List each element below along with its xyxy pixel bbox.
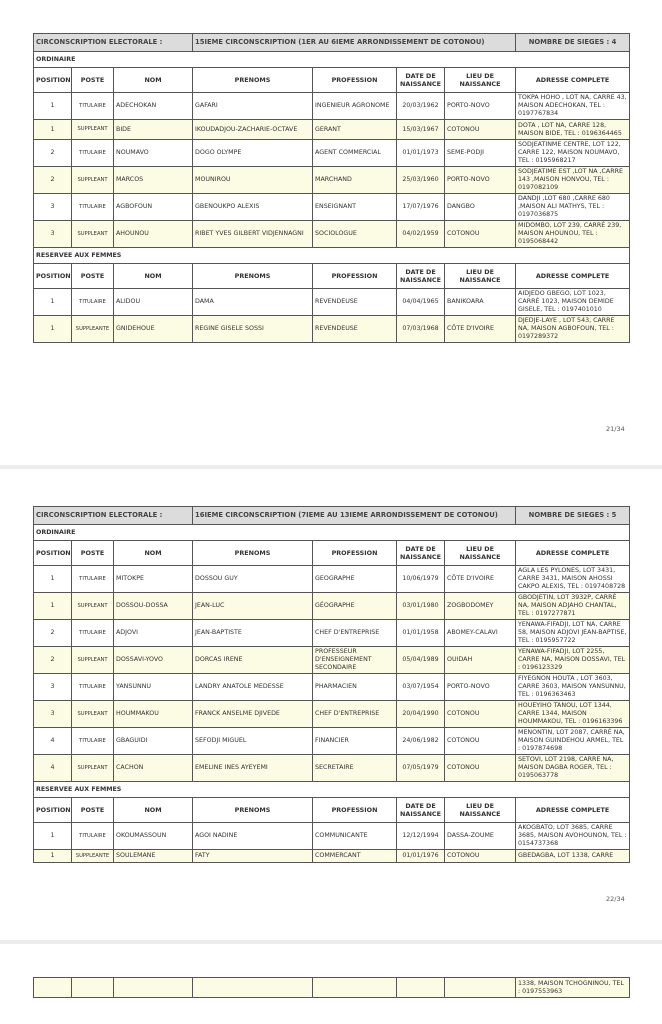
column-header-nom: NOM	[114, 264, 193, 289]
cell-adresse: GBEDAGBA, LOT 1338, CARRE	[516, 850, 630, 863]
column-header-profession: PROFESSION	[313, 264, 397, 289]
table-row	[34, 120, 630, 140]
cell-poste: SUPPLEANTE	[72, 850, 114, 863]
cell-lieu: ABOMEY-CALAVI	[445, 620, 516, 647]
cell-adresse: MENONTIN, LOT 2087, CARRÉ NA, MAISON GUINDEHOU ARMEL, TEL : 0197874698	[516, 728, 630, 755]
column-header-row	[34, 798, 630, 823]
table-row	[34, 221, 630, 248]
cell-profession: GERANT	[313, 120, 397, 140]
table-row	[34, 701, 630, 728]
cell-adresse: SODJEATIME EST ,LOT NA ,CARRE 143 ,MAISON HONVOU, TEL : 0197082109	[516, 167, 630, 194]
cell-date: 04/02/1959	[397, 221, 445, 248]
cell-profession: PHARMACIEN	[313, 674, 397, 701]
column-header-lieu: LIEU DE NAISSANCE	[445, 798, 516, 823]
cell-adresse: DANDJI ,LOT 680 ,CARRE 680 ,MAISON ALI MATHYS, TEL : 0197036875	[516, 194, 630, 221]
cell-adresse: FIYEGNON HOUTA , LOT 3603, CARRE 3603, MAISON YANSUNNU, TEL : 0196363463	[516, 674, 630, 701]
column-header-poste: POSTE	[72, 68, 114, 93]
cell-date: 17/07/1976	[397, 194, 445, 221]
cell-nom: AHOUNOU	[114, 221, 193, 248]
cell-nom: HOUMMAKOU	[114, 701, 193, 728]
cell-lieu: PORTO-NOVO	[445, 674, 516, 701]
column-header-row	[34, 264, 630, 289]
cell-prenoms: DOSSOU GUY	[193, 566, 313, 593]
cell-adresse: AIDJEDO GBEGO, LOT 1023, CARRÉ 1023, MAISON DEMIDE GISELE, TEL : 0197401010	[516, 289, 630, 316]
cell-profession	[313, 978, 397, 998]
cell-poste: TITULAIRE	[72, 93, 114, 120]
circonscription-label: CIRCONSCRIPTION ELECTORALE :	[34, 34, 193, 52]
cell-position: 1	[34, 120, 72, 140]
cell-lieu: BANIKOARA	[445, 289, 516, 316]
seats-count: NOMBRE DE SIEGES : 4	[516, 34, 630, 52]
cell-lieu: SEME-PODJI	[445, 140, 516, 167]
cell-nom: ALIDOU	[114, 289, 193, 316]
cell-lieu: COTONOU	[445, 728, 516, 755]
cell-date: 07/05/1979	[397, 755, 445, 782]
cell-profession: AGENT COMMERCIAL	[313, 140, 397, 167]
cell-lieu: COTONOU	[445, 120, 516, 140]
table-row	[34, 647, 630, 674]
circonscription-label: CIRCONSCRIPTION ELECTORALE :	[34, 507, 193, 525]
cell-poste: TITULAIRE	[72, 728, 114, 755]
cell-prenoms: REGINE GISELE SOSSI	[193, 316, 313, 343]
cell-date: 20/04/1990	[397, 701, 445, 728]
cell-date: 01/01/1973	[397, 140, 445, 167]
table-row	[34, 167, 630, 194]
section-label: RESERVEE AUX FEMMES	[34, 782, 630, 798]
column-header-prenoms: PRENOMS	[193, 541, 313, 566]
table-row	[34, 593, 630, 620]
cell-date: 04/04/1965	[397, 289, 445, 316]
cell-position: 2	[34, 647, 72, 674]
cell-profession: ENSEIGNANT	[313, 194, 397, 221]
cell-poste: TITULAIRE	[72, 566, 114, 593]
cell-nom	[114, 978, 193, 998]
cell-position: 2	[34, 167, 72, 194]
cell-prenoms: JEAN-LUC	[193, 593, 313, 620]
cell-nom: OKOUMASSOUN	[114, 823, 193, 850]
cell-poste: SUPPLEANT	[72, 593, 114, 620]
cell-adresse: 1338, MAISON TCHOGNINOU, TEL : 0197553963	[516, 978, 630, 998]
table-row	[34, 194, 630, 221]
table-row	[34, 850, 630, 863]
cell-date: 10/06/1979	[397, 566, 445, 593]
cell-adresse: MIDOMBO, LOT 239, CARRÉ 239, MAISON AHOUNOU, TEL : 0195068442	[516, 221, 630, 248]
cell-lieu: PORTO-NOVO	[445, 167, 516, 194]
cell-lieu	[445, 978, 516, 998]
cell-prenoms: AGOI NADINE	[193, 823, 313, 850]
column-header-profession: PROFESSION	[313, 68, 397, 93]
column-header-poste: POSTE	[72, 798, 114, 823]
cell-nom: MITOKPE	[114, 566, 193, 593]
cell-nom: DOSSAVI-YOVO	[114, 647, 193, 674]
cell-prenoms: SEFODJI MIGUEL	[193, 728, 313, 755]
column-header-position: POSITION	[34, 68, 72, 93]
cell-nom: SOULEMANE	[114, 850, 193, 863]
cell-nom: ADECHOKAN	[114, 93, 193, 120]
cell-poste: SUPPLEANT	[72, 755, 114, 782]
candidates-table-16th-circonscription	[33, 506, 630, 863]
cell-prenoms: GBENOUKPO ALEXIS	[193, 194, 313, 221]
cell-profession: REVENDEUSE	[313, 316, 397, 343]
column-header-poste: POSTE	[72, 264, 114, 289]
cell-lieu: COTONOU	[445, 850, 516, 863]
column-header-row	[34, 541, 630, 566]
cell-prenoms: FATY	[193, 850, 313, 863]
cell-adresse: AKOGBATO, LOT 3685, CARRE 3685, MAISON AVOHOUNON, TEL : 0154737368	[516, 823, 630, 850]
cell-adresse: HOUEYIHO TANOU, LOT 1344, CARRE 1344, MAISON HOUMMAKOU, TEL : 0196163396	[516, 701, 630, 728]
table-row	[34, 755, 630, 782]
section-reservee-femmes	[34, 248, 630, 264]
section-label: ORDINAIRE	[34, 52, 630, 68]
cell-poste: SUPPLEANTE	[72, 316, 114, 343]
cell-poste: SUPPLEANT	[72, 221, 114, 248]
cell-profession: CHEF D'ENTREPRISE	[313, 701, 397, 728]
column-header-lieu: LIEU DE NAISSANCE	[445, 68, 516, 93]
table-row	[34, 566, 630, 593]
cell-lieu: CÔTE D'IVOIRE	[445, 566, 516, 593]
cell-date: 05/04/1989	[397, 647, 445, 674]
cell-date: 03/07/1954	[397, 674, 445, 701]
cell-date: 15/03/1967	[397, 120, 445, 140]
column-header-date: DATE DE NAISSANCE	[397, 68, 445, 93]
column-header-nom: NOM	[114, 68, 193, 93]
cell-adresse: YENAWA-FIFADJI, LOT NA, CARRE 58, MAISON ADJOVI JEAN-BAPTISE, TEL : 0195957722	[516, 620, 630, 647]
column-header-date: DATE DE NAISSANCE	[397, 541, 445, 566]
cell-lieu: CÔTE D'IVOIRE	[445, 316, 516, 343]
cell-adresse: DOTA , LOT NA, CARRE 128, MAISON BIDE, TEL : 0196364465	[516, 120, 630, 140]
cell-lieu: OUIDAH	[445, 647, 516, 674]
table-row-continuation	[34, 978, 630, 998]
cell-adresse: YENAWA-FIFADJI, LOT 2255, CARRE NA, MAISON DOSSAVI, TEL : 0196123329	[516, 647, 630, 674]
cell-date: 01/01/1958	[397, 620, 445, 647]
cell-position: 3	[34, 674, 72, 701]
circonscription-header-row	[34, 507, 630, 525]
column-header-adresse: ADRESSE COMPLETE	[516, 541, 630, 566]
column-header-date: DATE DE NAISSANCE	[397, 798, 445, 823]
cell-poste: TITULAIRE	[72, 140, 114, 167]
cell-position	[34, 978, 72, 998]
table-row	[34, 728, 630, 755]
cell-position: 1	[34, 289, 72, 316]
cell-poste: SUPPLEANT	[72, 701, 114, 728]
cell-adresse: GBODJETIN, LOT 3932P, CARRÉ NA, MAISON ADJAHO CHANTAL, TEL : 0197277871	[516, 593, 630, 620]
cell-date: 12/12/1994	[397, 823, 445, 850]
cell-poste: SUPPLEANT	[72, 647, 114, 674]
column-header-prenoms: PRENOMS	[193, 68, 313, 93]
table-row	[34, 289, 630, 316]
cell-nom: GBAGUIDI	[114, 728, 193, 755]
page-separator	[0, 940, 662, 944]
cell-prenoms: DOGO OLYMPE	[193, 140, 313, 167]
cell-profession: INGENIEUR AGRONOME	[313, 93, 397, 120]
cell-date: 03/01/1980	[397, 593, 445, 620]
cell-position: 3	[34, 701, 72, 728]
cell-position: 1	[34, 850, 72, 863]
column-header-date: DATE DE NAISSANCE	[397, 264, 445, 289]
cell-lieu: DANGBO	[445, 194, 516, 221]
cell-prenoms: LANDRY ANATOLE MEDESSE	[193, 674, 313, 701]
table-row	[34, 140, 630, 167]
cell-adresse: SODJEATINME CENTRE, LOT 122, CARRE 122, MAISON NOUMAVO, TEL : 0195968217	[516, 140, 630, 167]
cell-position: 3	[34, 194, 72, 221]
cell-profession: CHEF D'ENTREPRISE	[313, 620, 397, 647]
column-header-nom: NOM	[114, 541, 193, 566]
cell-nom: CACHON	[114, 755, 193, 782]
table-row	[34, 316, 630, 343]
circonscription-name: 16IEME CIRCONSCRIPTION (7IEME AU 13IEME ARRONDISSEMENT DE COTONOU)	[193, 507, 516, 525]
column-header-lieu: LIEU DE NAISSANCE	[445, 264, 516, 289]
cell-poste: TITULAIRE	[72, 823, 114, 850]
cell-poste: SUPPLEANT	[72, 167, 114, 194]
cell-poste: SUPPLEANT	[72, 120, 114, 140]
cell-position: 1	[34, 593, 72, 620]
cell-profession: COMMERCANT	[313, 850, 397, 863]
cell-prenoms	[193, 978, 313, 998]
table-row	[34, 674, 630, 701]
cell-nom: BIDE	[114, 120, 193, 140]
cell-poste: TITULAIRE	[72, 194, 114, 221]
column-header-position: POSITION	[34, 541, 72, 566]
cell-lieu: DASSA-ZOUME	[445, 823, 516, 850]
column-header-lieu: LIEU DE NAISSANCE	[445, 541, 516, 566]
cell-position: 3	[34, 221, 72, 248]
cell-date: 01/01/1976	[397, 850, 445, 863]
cell-prenoms: MOUNIROU	[193, 167, 313, 194]
cell-nom: NOUMAVO	[114, 140, 193, 167]
cell-profession: COMMUNICANTE	[313, 823, 397, 850]
column-header-position: POSITION	[34, 264, 72, 289]
cell-position: 2	[34, 620, 72, 647]
cell-position: 1	[34, 316, 72, 343]
cell-adresse: DJEDJE-LAYE , LOT 543, CARRE NA, MAISON AGBOFOUN, TEL : 0197289372	[516, 316, 630, 343]
cell-profession: GEOGRAPHE	[313, 566, 397, 593]
cell-poste: TITULAIRE	[72, 620, 114, 647]
cell-profession: SOCIOLOGUE	[313, 221, 397, 248]
section-label: ORDINAIRE	[34, 525, 630, 541]
cell-position: 1	[34, 93, 72, 120]
column-header-row	[34, 68, 630, 93]
cell-lieu: COTONOU	[445, 701, 516, 728]
column-header-prenoms: PRENOMS	[193, 264, 313, 289]
cell-prenoms: DORCAS IRENE	[193, 647, 313, 674]
section-reservee-femmes	[34, 782, 630, 798]
cell-prenoms: JEAN-BAPTISTE	[193, 620, 313, 647]
cell-date: 20/03/1962	[397, 93, 445, 120]
cell-nom: ADJOVI	[114, 620, 193, 647]
column-header-position: POSITION	[34, 798, 72, 823]
cell-position: 4	[34, 755, 72, 782]
cell-prenoms: DAMA	[193, 289, 313, 316]
cell-profession: FINANCIER	[313, 728, 397, 755]
cell-profession: SECRETAIRE	[313, 755, 397, 782]
cell-lieu: COTONOU	[445, 221, 516, 248]
cell-adresse: TOKPA HOHO , LOT NA, CARRE 43, MAISON ADECHOKAN, TEL : 0197767834	[516, 93, 630, 120]
cell-nom: GNIDEHOUE	[114, 316, 193, 343]
cell-prenoms: FRANCK ANSELME DJIVEDE	[193, 701, 313, 728]
cell-lieu: COTONOU	[445, 755, 516, 782]
cell-profession: MARCHAND	[313, 167, 397, 194]
cell-position: 1	[34, 823, 72, 850]
cell-prenoms: GAFARI	[193, 93, 313, 120]
section-ordinaire	[34, 525, 630, 541]
cell-nom: MARCOS	[114, 167, 193, 194]
cell-date: 25/03/1960	[397, 167, 445, 194]
cell-adresse: AGLA LES PYLONES, LOT 3431, CARRE 3431, MAISON AHOSSI CAKPO ALEXIS, TEL : 0197408728	[516, 566, 630, 593]
column-header-adresse: ADRESSE COMPLETE	[516, 264, 630, 289]
cell-date	[397, 978, 445, 998]
cell-prenoms: EMELINE INES AYEYEMI	[193, 755, 313, 782]
column-header-prenoms: PRENOMS	[193, 798, 313, 823]
cell-prenoms: RIBET YVES GILBERT VIDJENNAGNI	[193, 221, 313, 248]
cell-lieu: PORTO-NOVO	[445, 93, 516, 120]
cell-poste: TITULAIRE	[72, 289, 114, 316]
cell-nom: YANSUNNU	[114, 674, 193, 701]
cell-position: 4	[34, 728, 72, 755]
cell-profession: PROFESSEUR D'ENSEIGNEMENT SECONDAIRE	[313, 647, 397, 674]
table-row	[34, 93, 630, 120]
candidates-table-15th-circonscription	[33, 33, 630, 343]
cell-date: 24/06/1982	[397, 728, 445, 755]
section-label: RESERVEE AUX FEMMES	[34, 248, 630, 264]
cell-nom: DOSSOU-DOSSA	[114, 593, 193, 620]
cell-profession: REVENDEUSE	[313, 289, 397, 316]
table-row	[34, 823, 630, 850]
cell-poste: TITULAIRE	[72, 674, 114, 701]
cell-poste	[72, 978, 114, 998]
cell-nom: AGBOFOUN	[114, 194, 193, 221]
circonscription-name: 15IEME CIRCONSCRIPTION (1ER AU 6IEME ARRONDISSEMENT DE COTONOU)	[193, 34, 516, 52]
column-header-adresse: ADRESSE COMPLETE	[516, 68, 630, 93]
cell-position: 1	[34, 566, 72, 593]
cell-adresse: SETOVI, LOT 2198, CARRE NA, MAISON DAGBA ROGER, TEL : 0195063778	[516, 755, 630, 782]
continuation-table	[33, 977, 630, 998]
seats-count: NOMBRE DE SIEGES : 5	[516, 507, 630, 525]
circonscription-header-row	[34, 34, 630, 52]
page-number: 22/34	[606, 895, 625, 903]
column-header-poste: POSTE	[72, 541, 114, 566]
section-ordinaire	[34, 52, 630, 68]
page-number: 21/34	[606, 425, 625, 433]
column-header-profession: PROFESSION	[313, 798, 397, 823]
cell-profession: GÉOGRAPHE	[313, 593, 397, 620]
column-header-nom: NOM	[114, 798, 193, 823]
column-header-profession: PROFESSION	[313, 541, 397, 566]
table-row	[34, 620, 630, 647]
cell-lieu: ZOGBODOMEY	[445, 593, 516, 620]
cell-position: 2	[34, 140, 72, 167]
cell-prenoms: IKOUDADJOU-ZACHARIE-OCTAVE	[193, 120, 313, 140]
column-header-adresse: ADRESSE COMPLETE	[516, 798, 630, 823]
cell-date: 07/03/1968	[397, 316, 445, 343]
